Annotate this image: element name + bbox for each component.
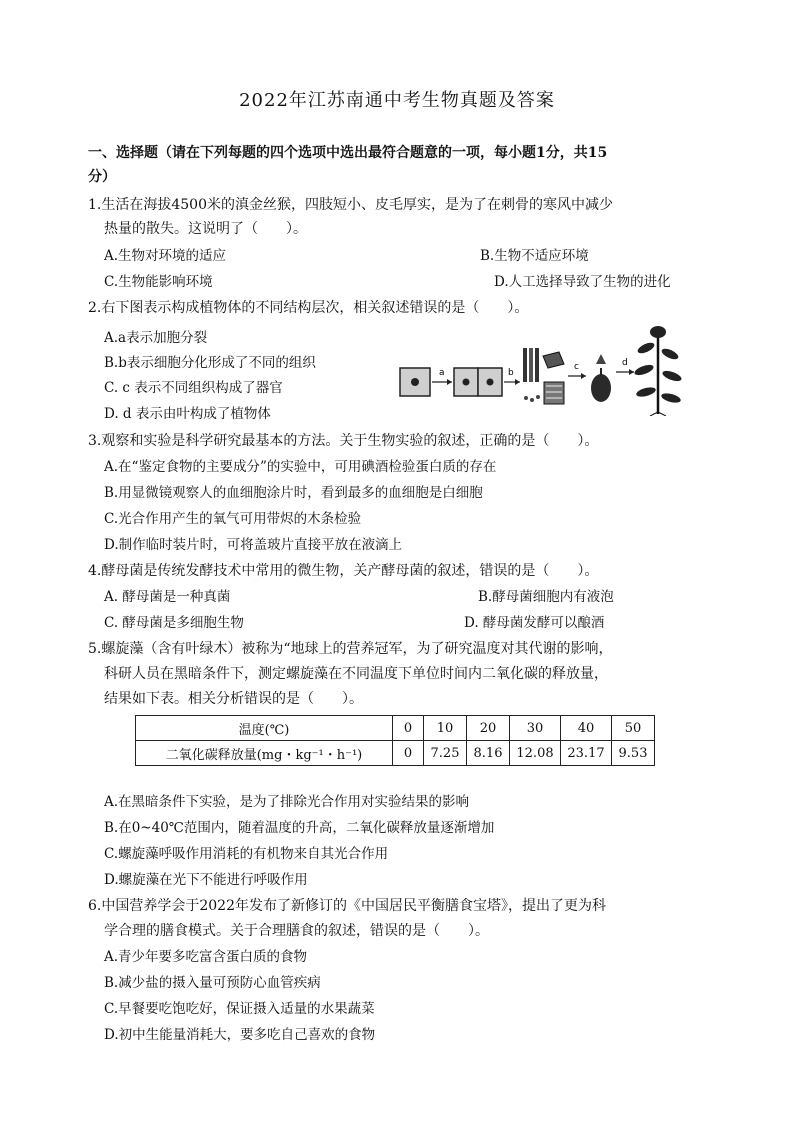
figure-label-b: b (508, 368, 514, 378)
section-heading-cont: 分） (88, 169, 116, 185)
q4-option-b: B.酵母菌细胞内有液泡 (478, 589, 614, 605)
page-title: 2022年江苏南通中考生物真题及答案 (239, 90, 555, 111)
q6-stem: 6.中国营养学会于2022年发布了新修订的《中国居民平衡膳食宝塔》，提出了更为科 (88, 898, 606, 914)
q4-stem: 4.酵母菌是传统发酵技术中常用的微生物，关产酵母菌的叙述，错误的是（ ）。 (88, 563, 599, 579)
table-cell: 0 (393, 716, 424, 741)
table-cell: 7.25 (424, 741, 467, 766)
table-cell: 40 (561, 716, 612, 741)
q6-option-b: B.减少盐的摄入量可预防心血管疾病 (104, 975, 321, 991)
q2-option-a: A.a表示加胞分裂 (104, 330, 208, 346)
figure-label-a: a (439, 368, 445, 378)
q1-option-d: D.人工选择导致了生物的进化 (494, 274, 671, 290)
table-cell: 10 (424, 716, 467, 741)
q4-option-a: A. 酵母菌是一种真菌 (104, 589, 231, 605)
q4-option-d: D. 酵母菌发酵可以酿酒 (464, 615, 605, 631)
q5-option-c: C.螺旋藻呼吸作用消耗的有机物来自其光合作用 (104, 846, 389, 862)
table-cell: 0 (393, 741, 424, 766)
table-header-co2: 二氧化碳释放量(mg・kg⁻¹・h⁻¹) (136, 741, 393, 766)
q5-stem: 5.螺旋藻（含有叶绿木）被称为“地球上的营养冠军，为了研究温度对其代谢的影响， (88, 641, 613, 657)
q3-stem: 3.观察和实验是科学研究最基本的方法。关于生物实验的叙述，正确的是（ ）。 (88, 433, 599, 449)
q5-data-table (135, 715, 655, 766)
figure-label-c: c (574, 362, 579, 372)
table-cell: 9.53 (612, 741, 655, 766)
q5-option-d: D.螺旋藻在光下不能进行呼吸作用 (104, 872, 308, 888)
table-row (136, 716, 655, 741)
plant-structure-figure (396, 324, 686, 416)
q6-option-a: A.青少年要多吃富含蛋白质的食物 (104, 949, 308, 965)
q5-stem-cont: 科研人员在黑暗条件下，测定螺旋藻在不同温度下单位时间内二氧化碳的释放量， (104, 666, 608, 682)
q6-option-c: C.早餐要吃饱吃好，保证摄入适量的水果蔬菜 (104, 1001, 375, 1017)
q3-option-a: A.在“鉴定食物的主要成分”的实验中，可用碘酒检验蛋白质的存在 (104, 459, 497, 475)
q6-option-d: D.初中生能量消耗大，要多吃自己喜欢的食物 (104, 1027, 376, 1043)
figure-label-d: d (622, 358, 628, 368)
q4-option-c: C. 酵母菌是多细胞生物 (104, 615, 244, 631)
q5-stem-cont-2: 结果如下表。相关分析错误的是（ ）。 (104, 691, 363, 707)
q1-option-c: C.生物能影响环境 (104, 274, 213, 290)
q3-option-c: C.光合作用产生的氧气可用带烬的木条检验 (104, 511, 362, 527)
q2-option-b: B.b表示细胞分化形成了不同的组织 (104, 355, 316, 371)
table-cell: 8.16 (467, 741, 510, 766)
q1-stem-cont: 热量的散失。这说明了（ ）。 (104, 221, 307, 237)
table-cell: 50 (612, 716, 655, 741)
table-row (136, 741, 655, 766)
q1-option-b: B.生物不适应环境 (480, 248, 589, 264)
q3-option-b: B.用显微镜观察人的血细胞涂片时，看到最多的血细胞是白细胞 (104, 485, 483, 501)
q1-option-a: A.生物对环境的适应 (104, 248, 227, 264)
table-cell: 23.17 (561, 741, 612, 766)
q1-stem: 1.生活在海拔4500米的滇金丝猴，四肢短小、皮毛厚实，是为了在刺骨的寒风中减少 (88, 197, 613, 213)
q2-stem: 2.右下图表示构成植物体的不同结构层次，相关叙述错误的是（ ）。 (88, 300, 529, 316)
q2-option-c: C. c 表示不同组织构成了器官 (104, 380, 283, 396)
table-header-temp: 温度(℃) (136, 716, 393, 741)
table-cell: 30 (510, 716, 561, 741)
q3-option-d: D.制作临时装片时，可将盖玻片直接平放在液滴上 (104, 537, 403, 553)
table-cell: 20 (467, 716, 510, 741)
section-heading: 一、选择题（请在下列每题的四个选项中选出最符合题意的一项，每小题1分，共15 (88, 145, 608, 161)
table-cell: 12.08 (510, 741, 561, 766)
q5-option-a: A.在黑暗条件下实验，是为了排除光合作用对实验结果的影响 (104, 794, 470, 810)
q6-stem-cont: 学合理的膳食模式。关于合理膳食的叙述，错误的是（ ）。 (104, 923, 489, 939)
q5-option-b: B.在0~40℃范围内，随着温度的升高，二氧化碳释放量逐渐增加 (104, 820, 495, 836)
q2-option-d: D. d 表示由叶构成了植物体 (104, 406, 271, 422)
